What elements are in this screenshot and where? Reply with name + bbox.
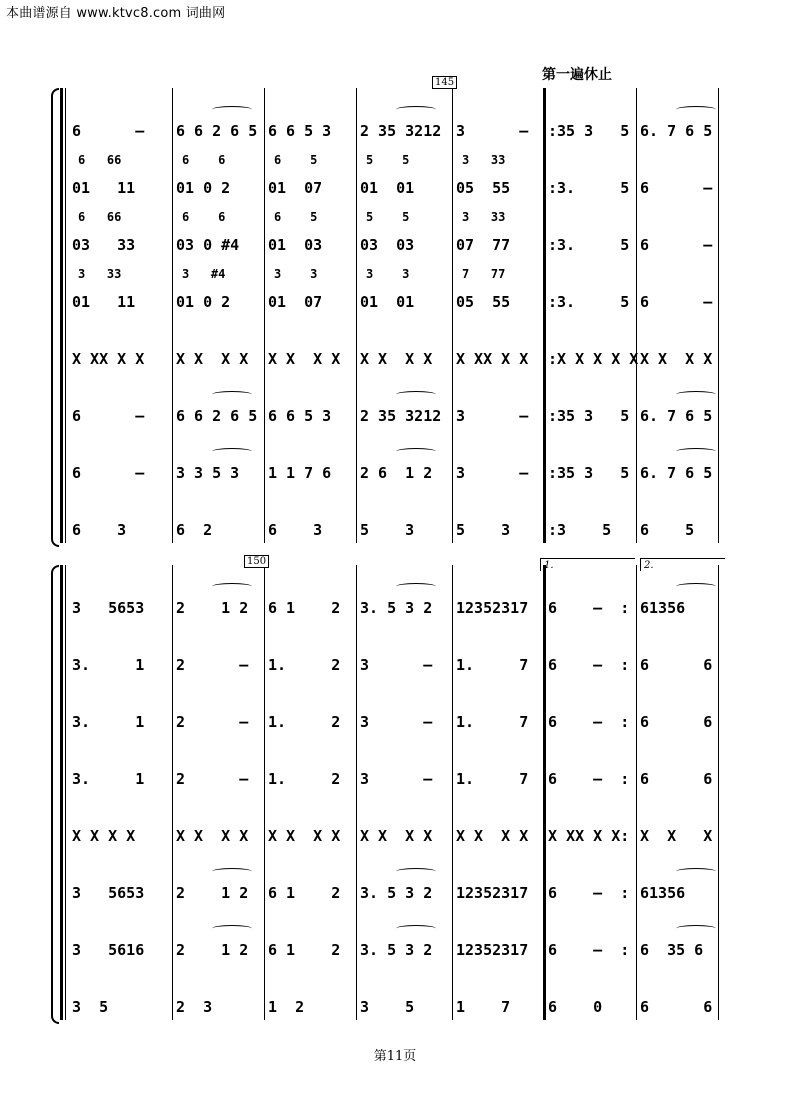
measure-notes: 3. 1: [72, 656, 145, 674]
measure-notes: :3. 5: [548, 293, 630, 311]
measure-notes: 2 1 2: [176, 599, 249, 617]
measure-notes: 1. 7: [456, 656, 529, 674]
measure-notes: 3. 5 3 2: [360, 599, 433, 617]
measure: [264, 793, 356, 851]
slur-mark: [676, 448, 716, 455]
measure-notes: 6 5: [640, 521, 695, 539]
measure-notes: 03 0 #4: [176, 236, 240, 254]
measure: [172, 430, 264, 488]
measure: [544, 622, 636, 680]
measure: [452, 373, 544, 431]
measure-notes: 2 35 3212: [360, 122, 442, 140]
measure: [356, 316, 452, 374]
measure-notes: X X X X: [456, 827, 529, 845]
measure-notes: 03 33: [72, 236, 136, 254]
measure-notes: 1. 7: [456, 713, 529, 731]
measure: [636, 679, 718, 737]
measure-notes: 6 –: [72, 407, 145, 425]
measure: [264, 736, 356, 794]
measure-notes: 6 35 6: [640, 941, 704, 959]
measure-notes: 3. 1: [72, 770, 145, 788]
measure-notes: 6 6 2 6 5: [176, 407, 258, 425]
measure-notes: :3. 5: [548, 236, 630, 254]
measure-notes: 6 0: [548, 998, 612, 1016]
measure-notes: 3. 5 3 2: [360, 884, 433, 902]
measure-notes: 6 6: [640, 770, 713, 788]
measure: [452, 430, 544, 488]
measure-notes: 3 –: [456, 407, 529, 425]
slur-mark: [396, 925, 436, 932]
measure-notes: 3 –: [456, 464, 529, 482]
measure: [172, 907, 264, 965]
measure-notes: 61356: [640, 599, 686, 617]
measure: [264, 622, 356, 680]
measure-notes: 6 – :: [548, 599, 630, 617]
measure: [544, 850, 636, 908]
measure: [636, 430, 718, 488]
measure: [544, 679, 636, 737]
measure-notes: 1 2: [268, 998, 305, 1016]
slur-mark: [676, 391, 716, 398]
measure: [356, 88, 452, 146]
system-thin-line: [65, 565, 66, 1020]
measure: [68, 622, 172, 680]
slur-mark: [212, 391, 252, 398]
chord-upper-notes: 3 33: [462, 210, 506, 224]
measure: [544, 145, 636, 203]
measure-notes: 07 77: [456, 236, 511, 254]
measure: [264, 850, 356, 908]
slur-mark: [396, 391, 436, 398]
source-header: 本曲谱源自 www.ktvc8.com 词曲网: [6, 6, 226, 21]
second-ending-bracket: 2.: [640, 558, 725, 571]
measure-notes: 6. 7 6 5: [640, 464, 713, 482]
measure: [172, 736, 264, 794]
measure-notes: 05 55: [456, 179, 511, 197]
measure: [544, 907, 636, 965]
measure-notes: 6 –: [640, 179, 713, 197]
page-number: 第11页: [373, 1049, 417, 1064]
system-thin-line: [65, 88, 66, 543]
part-voice-2: [68, 622, 718, 680]
slur-mark: [676, 925, 716, 932]
part-voice-6: [68, 373, 718, 431]
measure-notes: 01 0 2: [176, 179, 231, 197]
chord-upper-notes: 3 33: [462, 153, 506, 167]
measure-notes: 6 –: [640, 236, 713, 254]
barline: [718, 565, 719, 1020]
measure: [68, 679, 172, 737]
measure-notes: 3 5653: [72, 884, 145, 902]
measure-notes: 2 6 1 2: [360, 464, 433, 482]
measure: [636, 622, 718, 680]
measure: [68, 373, 172, 431]
part-voice-7: [68, 430, 718, 488]
measure-notes: 6 –: [640, 293, 713, 311]
part-melody: [68, 565, 718, 623]
score-system-1: [58, 88, 718, 543]
first-ending-bracket: 1.: [540, 558, 635, 571]
measure-notes: 6 –: [72, 122, 145, 140]
measure: [264, 565, 356, 623]
chord-upper-notes: 7 77: [462, 267, 506, 281]
chord-upper-notes: 3 33: [78, 267, 122, 281]
measure: [68, 907, 172, 965]
slur-mark: [212, 868, 252, 875]
measure-notes: 1. 7: [456, 770, 529, 788]
measure-notes: 12352317: [456, 599, 529, 617]
measure: [68, 793, 172, 851]
measure-notes: 01 03: [268, 236, 323, 254]
measure: [452, 907, 544, 965]
measure-notes: 6 –: [72, 464, 145, 482]
measure-notes: 03 03: [360, 236, 415, 254]
measure: [68, 487, 172, 545]
system-brace: [51, 88, 59, 547]
measure: [356, 850, 452, 908]
measure-notes: 3 3 5 3: [176, 464, 240, 482]
measure-notes: 5 3: [456, 521, 511, 539]
measure-notes: 6 3: [72, 521, 127, 539]
measure: [636, 964, 718, 1022]
measure-notes: 3 –: [360, 656, 433, 674]
measure-notes: X X X X: [268, 350, 341, 368]
measure: [544, 259, 636, 317]
slur-mark: [396, 868, 436, 875]
measure: [172, 622, 264, 680]
slur-mark: [212, 583, 252, 590]
measure: [172, 88, 264, 146]
measure-notes: 6 – :: [548, 713, 630, 731]
measure: [68, 316, 172, 374]
measure-notes: 6 6: [640, 713, 713, 731]
measure: [544, 487, 636, 545]
measure: [264, 373, 356, 431]
slur-mark: [676, 868, 716, 875]
part-bass: [68, 964, 718, 1022]
slur-mark: [676, 583, 716, 590]
measure: [68, 88, 172, 146]
system-brace: [51, 565, 59, 1024]
measure-notes: 1. 2: [268, 656, 341, 674]
measure-notes: 6 – :: [548, 770, 630, 788]
measure-notes: :35 3 5: [548, 407, 630, 425]
measure-notes: 2 –: [176, 656, 249, 674]
measure-notes: 6 – :: [548, 656, 630, 674]
measure-notes: 6 1 2: [268, 941, 341, 959]
measure-notes: X X X X: [360, 350, 433, 368]
measure: [452, 487, 544, 545]
measure-notes: 12352317: [456, 941, 529, 959]
measure-notes: 3. 5 3 2: [360, 941, 433, 959]
measure-notes: 6 6: [640, 656, 713, 674]
measure-notes: :3 5: [548, 521, 612, 539]
measure: [452, 88, 544, 146]
slur-mark: [396, 106, 436, 113]
measure: [636, 145, 718, 203]
measure: [636, 202, 718, 260]
measure: [356, 679, 452, 737]
measure: [172, 565, 264, 623]
measure: [264, 487, 356, 545]
measure: [68, 964, 172, 1022]
measure-notes: 2 1 2: [176, 941, 249, 959]
measure-notes: 1 7: [456, 998, 511, 1016]
measure: [356, 622, 452, 680]
chord-upper-notes: 6 66: [78, 153, 122, 167]
system-thick-line: [60, 88, 63, 543]
measure: [68, 850, 172, 908]
measure: [452, 964, 544, 1022]
slur-mark: [212, 106, 252, 113]
measure-notes: 3. 1: [72, 713, 145, 731]
measure-notes: 6 – :: [548, 884, 630, 902]
measure-notes: 6. 7 6 5: [640, 407, 713, 425]
slur-mark: [396, 583, 436, 590]
part-voice-3: [68, 679, 718, 737]
measure: [68, 565, 172, 623]
measure-notes: 05 55: [456, 293, 511, 311]
measure: [636, 487, 718, 545]
measure: [544, 565, 636, 623]
measure-notes: 2 3: [176, 998, 213, 1016]
part-voice-4: [68, 736, 718, 794]
measure-notes: 3 5: [72, 998, 109, 1016]
measure: [636, 736, 718, 794]
measure: [636, 316, 718, 374]
measure: [264, 430, 356, 488]
measure: [68, 430, 172, 488]
measure: [452, 736, 544, 794]
measure-notes: 01 01: [360, 293, 415, 311]
measure-notes: :3. 5: [548, 179, 630, 197]
slur-mark: [212, 448, 252, 455]
chord-upper-notes: 6 6: [182, 210, 226, 224]
measure-notes: X XX X X: [72, 350, 145, 368]
measure: [264, 964, 356, 1022]
measure-notes: 3 5616: [72, 941, 145, 959]
measure: [636, 88, 718, 146]
measure: [172, 964, 264, 1022]
measure-notes: 6 1 2: [268, 599, 341, 617]
measure: [636, 907, 718, 965]
first-time-rest-annotation: 第一遍休止: [542, 67, 612, 83]
measure: [356, 736, 452, 794]
measure: [544, 88, 636, 146]
system-thick-line: [60, 565, 63, 1020]
score-system-2: [58, 565, 718, 1020]
measure-notes: X X X X: [176, 827, 249, 845]
measure-notes: X X X X: [72, 827, 136, 845]
measure-number-150: 150: [244, 555, 269, 568]
part-bass: [68, 487, 718, 545]
chord-upper-notes: 6 5: [274, 153, 318, 167]
measure-notes: 6 2: [176, 521, 213, 539]
measure: [264, 316, 356, 374]
chord-upper-notes: 3 #4: [182, 267, 226, 281]
measure-notes: 1. 2: [268, 770, 341, 788]
measure: [452, 850, 544, 908]
measure-notes: 1 1 7 6: [268, 464, 332, 482]
part-percussion: [68, 793, 718, 851]
measure-notes: 6 6: [640, 998, 713, 1016]
measure-notes: 12352317: [456, 884, 529, 902]
measure-notes: 01 01: [360, 179, 415, 197]
measure-notes: X X X X: [360, 827, 433, 845]
measure-notes: :X X X X X: [548, 350, 639, 368]
measure: [356, 793, 452, 851]
measure-notes: 3 –: [360, 713, 433, 731]
measure: [452, 316, 544, 374]
measure: [636, 565, 718, 623]
measure: [544, 964, 636, 1022]
measure: [68, 736, 172, 794]
measure: [636, 793, 718, 851]
measure-number-145: 145: [432, 76, 457, 89]
measure: [264, 88, 356, 146]
part-melody: [68, 88, 718, 146]
measure: [356, 565, 452, 623]
measure-notes: X XX X X:: [548, 827, 630, 845]
measure: [544, 430, 636, 488]
chord-upper-notes: 3 3: [274, 267, 318, 281]
slur-mark: [396, 448, 436, 455]
measure-notes: X X X X: [176, 350, 249, 368]
measure: [452, 565, 544, 623]
measure: [172, 679, 264, 737]
measure-notes: 2 –: [176, 713, 249, 731]
measure: [636, 373, 718, 431]
measure-notes: X XX X X: [456, 350, 529, 368]
barline: [718, 88, 719, 543]
measure: [356, 907, 452, 965]
chord-upper-notes: 5 5: [366, 210, 410, 224]
measure-notes: X X X X: [268, 827, 341, 845]
measure-notes: 1. 2: [268, 713, 341, 731]
measure-notes: 6 6 5 3: [268, 122, 332, 140]
part-percussion: [68, 316, 718, 374]
measure-notes: 2 –: [176, 770, 249, 788]
measure-notes: 01 07: [268, 179, 323, 197]
measure: [356, 373, 452, 431]
measure: [264, 907, 356, 965]
measure: [172, 316, 264, 374]
chord-upper-notes: 3 3: [366, 267, 410, 281]
measure: [544, 373, 636, 431]
measure-notes: 3 5653: [72, 599, 145, 617]
measure: [264, 679, 356, 737]
measure-notes: 5 3: [360, 521, 415, 539]
measure: [452, 793, 544, 851]
measure-notes: 2 1 2: [176, 884, 249, 902]
measure: [544, 202, 636, 260]
measure-notes: 01 11: [72, 179, 136, 197]
measure: [636, 850, 718, 908]
measure-notes: 6. 7 6 5: [640, 122, 713, 140]
measure: [356, 487, 452, 545]
measure-notes: 6 6 5 3: [268, 407, 332, 425]
measure-notes: 3 –: [360, 770, 433, 788]
measure-notes: X X X: [640, 827, 713, 845]
measure: [172, 373, 264, 431]
slur-mark: [212, 925, 252, 932]
measure-notes: 6 6 2 6 5: [176, 122, 258, 140]
chord-upper-notes: 6 6: [182, 153, 226, 167]
chord-upper-notes: 6 66: [78, 210, 122, 224]
measure-notes: :35 3 5: [548, 122, 630, 140]
measure: [356, 430, 452, 488]
measure-notes: 01 0 2: [176, 293, 231, 311]
measure: [544, 793, 636, 851]
measure-notes: 01 11: [72, 293, 136, 311]
slur-mark: [676, 106, 716, 113]
measure-notes: 3 5: [360, 998, 415, 1016]
measure: [172, 487, 264, 545]
measure: [172, 793, 264, 851]
part-voice-6: [68, 850, 718, 908]
measure-notes: 3 –: [456, 122, 529, 140]
chord-upper-notes: 6 5: [274, 210, 318, 224]
measure: [172, 850, 264, 908]
measure: [544, 736, 636, 794]
measure-notes: :35 3 5: [548, 464, 630, 482]
measure: [356, 964, 452, 1022]
measure-notes: X X X X: [640, 350, 713, 368]
chord-upper-notes: 5 5: [366, 153, 410, 167]
measure-notes: 6 1 2: [268, 884, 341, 902]
measure-notes: 01 07: [268, 293, 323, 311]
measure: [636, 259, 718, 317]
measure: [452, 679, 544, 737]
measure-notes: 6 3: [268, 521, 323, 539]
measure-notes: 6 – :: [548, 941, 630, 959]
measure-notes: 61356: [640, 884, 686, 902]
measure-notes: 2 35 3212: [360, 407, 442, 425]
measure: [452, 622, 544, 680]
measure: [544, 316, 639, 374]
part-voice-7: [68, 907, 718, 965]
